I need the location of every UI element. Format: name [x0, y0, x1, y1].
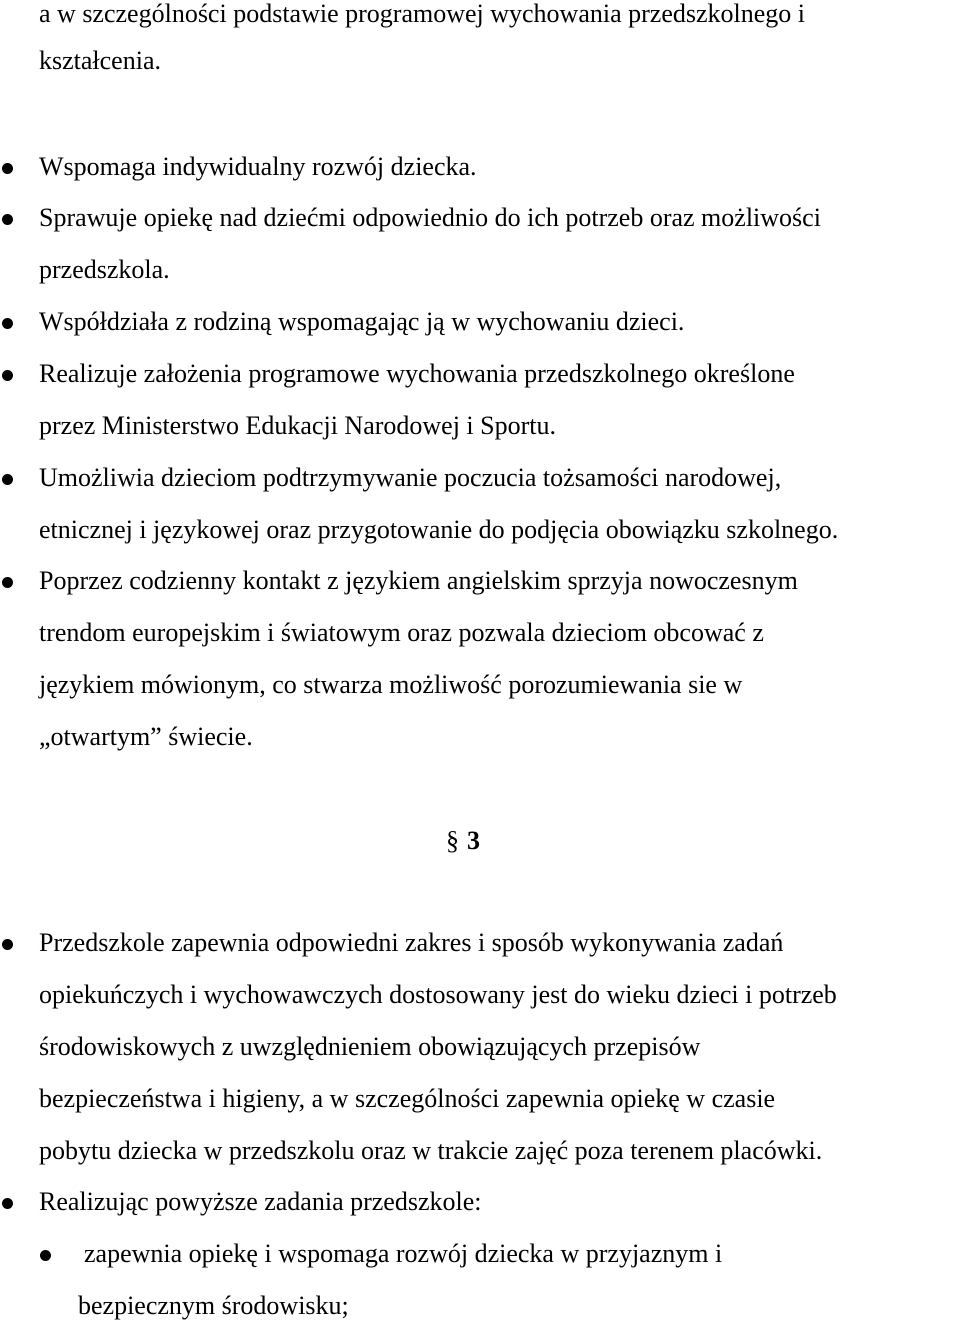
list-item-text: środowiskowych z uwzględnieniem obowiązujących przepisów	[39, 1032, 701, 1061]
list-item-text: Poprzez codzienny kontakt z językiem angielskim sprzyja nowoczesnym	[39, 566, 798, 595]
continuation-line-2: kształcenia.	[39, 46, 161, 75]
continuation-line-1: a w szczególności podstawie programowej wychowania przedszkolnego i	[39, 0, 806, 28]
bullet-icon	[2, 318, 13, 329]
list-item-text: Wspomaga indywidualny rozwój dziecka.	[39, 152, 477, 181]
list-item-text: pobytu dziecka w przedszkolu oraz w trakcie zajęć poza terenem placówki.	[39, 1136, 823, 1165]
list-item-text: etnicznej i językowej oraz przygotowanie do podjęcia obowiązku szkolnego.	[39, 515, 839, 544]
bullet-icon	[2, 214, 13, 225]
list-item-text: „otwartym” świecie.	[39, 722, 253, 751]
bullet-icon	[2, 370, 13, 381]
list-item-text: Realizując powyższe zadania przedszkole:	[39, 1187, 482, 1216]
section-symbol: §	[446, 826, 459, 855]
bullet-icon	[2, 474, 13, 485]
list-item-text: bezpieczeństwa i higieny, a w szczególności zapewnia opiekę w czasie	[39, 1084, 776, 1113]
bullet-icon	[2, 163, 13, 174]
sub-bullet-icon	[40, 1250, 51, 1261]
list-item-text: trendom europejskim i światowym oraz pozwala dzieciom obcować z	[39, 618, 764, 647]
list-item-text: Przedszkole zapewnia odpowiedni zakres i sposób wykonywania zadań	[39, 928, 784, 957]
bullet-icon	[2, 939, 13, 950]
sub-list-item-text: bezpiecznym środowisku;	[78, 1291, 349, 1320]
section-number: 3	[467, 826, 480, 855]
list-item-text: Umożliwia dzieciom podtrzymywanie poczucia tożsamości narodowej,	[39, 463, 782, 492]
bullet-icon	[2, 1198, 13, 1209]
bullet-icon	[2, 577, 13, 588]
list-item-text: Sprawuje opiekę nad dziećmi odpowiednio do ich potrzeb oraz możliwości	[39, 203, 821, 232]
list-item-text: Realizuje założenia programowe wychowania przedszkolnego określone	[39, 359, 795, 388]
section-heading	[446, 826, 480, 856]
list-item-text: językiem mówionym, co stwarza możliwość porozumiewania sie w	[39, 670, 743, 699]
list-item-text: Współdziała z rodziną wspomagając ją w wychowaniu dzieci.	[39, 307, 685, 336]
list-item-text: przedszkola.	[39, 255, 170, 284]
list-item-text: przez Ministerstwo Edukacji Narodowej i Sportu.	[39, 411, 556, 440]
sub-list-item-text: zapewnia opiekę i wspomaga rozwój dziecka w przyjaznym i	[84, 1239, 723, 1268]
list-item-text: opiekuńczych i wychowawczych dostosowany jest do wieku dzieci i potrzeb	[39, 980, 837, 1009]
